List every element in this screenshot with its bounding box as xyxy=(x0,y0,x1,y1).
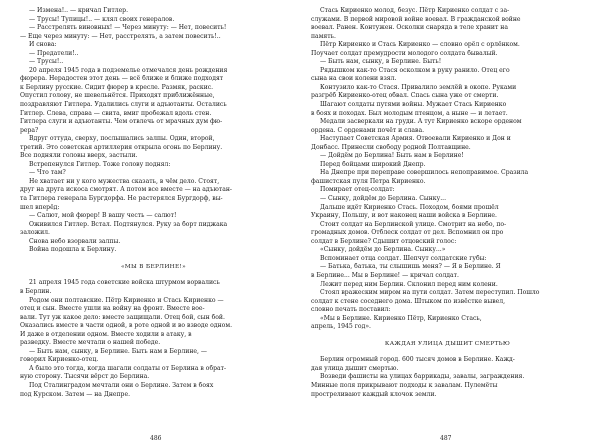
text-line: разведку. Вместе мечтали о нашей победе. xyxy=(20,339,161,347)
right-page-number: 487 xyxy=(440,435,452,442)
text-line: — Сынку, дойдём до Берлина. Сынку... xyxy=(320,195,447,203)
text-line: Берлин огромный город. 600 тысяч домов в Берлине. Кажд- xyxy=(320,356,515,364)
text-line: Лежит перед ним Берлин. Склонил перед ним колени. xyxy=(320,280,498,288)
text-line: Не хватает ни у кого мужества сказать, в чём дело. Стоят, xyxy=(29,177,220,185)
text-line: Пётр Кириенко и Стась Кириенко — словно орёл с орлёнком. xyxy=(320,41,520,49)
text-line: Помирает отец-солдат: xyxy=(320,186,395,194)
text-line: На Днепре при переправе совершилось непоправимое. Сразила xyxy=(320,169,529,177)
text-line: рера? xyxy=(20,126,39,134)
text-line: Родом они полтавские. Пётр Кириенко и Стась Кириенко — xyxy=(29,296,224,304)
right-page-body xyxy=(311,7,584,332)
text-line: Перед бойцами широкий Днепр. xyxy=(320,160,426,168)
text-line: ную сторону. Тысячи вёрст до Берлина. xyxy=(20,373,150,381)
text-line: — Еще через минуту: — Нет, расстрелять, а затем повесить!.. xyxy=(20,32,221,40)
text-line: громадных домов. Отблеск солдат от дел. Вспомнил он про xyxy=(311,229,504,237)
text-line: простреливают каждый клочок земли. xyxy=(311,390,437,398)
text-line: — Батька, батька, ты слышишь меня? — Я в Берлине. Я xyxy=(320,263,501,271)
text-line: Поучает солдат премудрости молодого солдата бывалый. xyxy=(311,49,498,57)
text-line: Медали засверкали на груди. А тут Кириенко вскоре орденом xyxy=(320,118,522,126)
text-line: И даже в отделении одном. Вместе ходили в атаку, в xyxy=(20,330,192,338)
text-line: — Трусы!.. xyxy=(29,58,64,66)
text-line: — Измена!.. — кричал Гитлер. xyxy=(29,7,129,14)
text-line: та Гитлера генерала Бургдорфа. Не растерялся Бургдорф, вы- xyxy=(20,195,223,203)
text-line: память. xyxy=(311,32,336,40)
text-line: Встрепенулся Гитлер. Тоже голову поднял: xyxy=(29,160,171,168)
text-line: — Салют, мой фюрер! В вашу честь — салют! xyxy=(29,212,177,220)
text-line: «Мы в Берлине. Кириенко Пётр, Кириенко Стась, xyxy=(320,314,482,322)
text-line: Украину, Польшу, и вот наконец наши войска в Берлине. xyxy=(311,212,497,220)
text-line: поздравляют Гитлера. Удалились слуги и адъютанты. Остались xyxy=(20,101,227,109)
left-page-body xyxy=(20,7,287,255)
text-line: — Трусы! Тупицы!.. — клял своих генералов. xyxy=(29,15,175,23)
text-line: Все подняли головы вверх, застыли. xyxy=(20,152,138,160)
text-line: апрель, 1945 год». xyxy=(311,323,371,331)
text-line: Оказались вместе в части одной, в роте одной и во взводе одном. xyxy=(20,322,233,330)
text-line: — Предатели!.. xyxy=(29,49,79,57)
text-line: Контузило как-то Стася. Привалило землёй в окопе. Руками xyxy=(320,83,517,91)
text-line: — Быть нам, сынку, в Берлине. Быть! xyxy=(320,58,442,66)
right-page-body-continued xyxy=(311,356,584,399)
right-page xyxy=(311,7,584,399)
text-line: солдат в Берлине? Сдышит отцовский голос: xyxy=(311,237,457,245)
text-line: друг на друга искоса смотрят. А потом все вместе — на адъютан- xyxy=(20,186,232,194)
text-line: Гитлера слуги и адъютанты. Чем отвлечь от мрачных дум фю- xyxy=(20,118,223,126)
text-line: Стась Кириенко молод, безус. Пётр Кириенко солдат с за- xyxy=(320,7,510,14)
text-line: ордена. С орденами почёт и слава. xyxy=(311,126,425,134)
text-line: отец и сын. Вместе ушли на войну на фронт. Вместе вое- xyxy=(20,305,205,313)
text-line: А было это тогда, когда шагали солдаты от Берлина в обрат- xyxy=(29,364,227,372)
left-page xyxy=(20,7,287,399)
text-line: — Что там? xyxy=(29,169,66,177)
left-page-body-continued xyxy=(20,279,287,399)
text-line: Минные поля прикрывают подходы к завалам. Пулемёты xyxy=(311,381,498,389)
text-line: заложил. xyxy=(20,229,50,237)
text-line: Стоял вражеским миром на пути солдат. Затем переступил. Пошло xyxy=(320,289,540,297)
left-chapter-heading: «МЫ В БЕРЛИНЕ!» xyxy=(120,263,187,270)
text-line: в Берлин. xyxy=(20,287,52,295)
text-line: Возведи фашисты на улицах баррикады, завалы, заграждения. xyxy=(320,373,525,381)
text-line: Война подошла к Берлину. xyxy=(29,246,117,254)
text-line: дая улица дышит смертью. xyxy=(311,364,399,372)
text-line: Дальше идёт Кириенко Стась. Походом, боями прошёл xyxy=(320,203,499,211)
text-line: шел вперёд: xyxy=(20,203,60,211)
text-line: 20 апреля 1945 года в подземелье отмечался день рождения xyxy=(29,66,228,74)
right-chapter-heading: КАЖДАЯ УЛИЦА ДЫШИТ СМЕРТЬЮ xyxy=(384,340,511,347)
text-line: фюрера. Нерадостен этот день — всё ближе и ближе подходят xyxy=(20,75,224,83)
text-line: воевал. Ранен. Контужен. Осколки снаряда в теле хранит на xyxy=(311,24,508,32)
text-line: к Берлину русские. Сидит фюрер в кресле. Размяк, раскис. xyxy=(20,83,214,91)
text-line: Шагают солдаты путями войны. Мужает Стась Кириенко xyxy=(320,101,507,109)
text-line: «Сынку, дойдём до Берлина. Сынку...» xyxy=(320,246,446,254)
text-line: Стоит солдат на Берлинской улице. Смотрит на небо, по- xyxy=(320,220,507,228)
text-line: разгрёб Кириенко-отец обвал. Спась сына уже от смерти. xyxy=(311,92,499,100)
text-line: — Быть нам, сынку, в Берлине. Быть нам в Берлине, — xyxy=(29,347,207,355)
text-line: под Курском. Затем — на Днепре. xyxy=(20,390,130,398)
text-line: фашистская пуля Петра Кириенко. xyxy=(311,177,426,185)
text-line: — Расстрелять виновных! — Через минуту: — Нет, повесить! xyxy=(29,24,227,32)
left-page-number: 486 xyxy=(150,435,162,442)
text-line: Наступает Советская Армия. Отвоевали Кириенко и Дон и xyxy=(320,135,511,143)
text-line: в боях и походах. Был молодым птенцом, а ныне — и летает. xyxy=(311,109,508,117)
text-line: сына на свои колени взял. xyxy=(311,75,397,83)
text-line: 21 апреля 1945 года советские войска штурмом ворвались xyxy=(29,279,220,287)
text-line: Рядышком как-то Стася осколком в руку ранило. Отец его xyxy=(320,66,510,74)
text-line: говорил Кириенко-отец. xyxy=(20,356,99,364)
text-line: Донбасс. Принесли свободу родной Полтавщине. xyxy=(311,143,471,151)
text-line: — Дойдём до Берлина! Быть нам в Берлине! xyxy=(320,152,464,160)
text-line: Оживился Гитлер. Встал. Подтянулся. Руку за борт пиджака xyxy=(29,220,228,228)
text-line: вали. Тут уж какое дело: вместе защищали. Отец бой, сын бой. xyxy=(20,313,225,321)
text-line: Вспоминает отца солдат. Шепчут солдатские губы: xyxy=(320,254,487,262)
text-line: Снова небо взорвали залпы. xyxy=(29,237,121,245)
text-line: солдат к стене соседнего дома. Штыком по извёстке вывел, xyxy=(311,297,506,305)
text-line: Под Сталинградом мечтали они о Берлине. Затем в боях xyxy=(29,381,214,389)
text-line: Гитлер. Слева, справа — свита, вмиг пробежал вдоль стен. xyxy=(20,109,212,117)
text-line: служами. В первой мировой войне воевал. В гражданской войне xyxy=(311,15,521,23)
text-line: И снова: xyxy=(29,41,57,49)
text-line: Опустил голову, не шевельнётся. Приходят приближённые, xyxy=(20,92,215,100)
text-line: третий. Это советская артиллерия открыла огонь по Берлину. xyxy=(20,143,223,151)
text-line: в Берлине... Мы в Берлине! — кричал солдат. xyxy=(311,271,459,279)
text-line: словно печать поставил: xyxy=(311,306,391,314)
text-line: Вдруг оттуда, сверху, послышались залпы. Один, второй, xyxy=(29,135,215,143)
